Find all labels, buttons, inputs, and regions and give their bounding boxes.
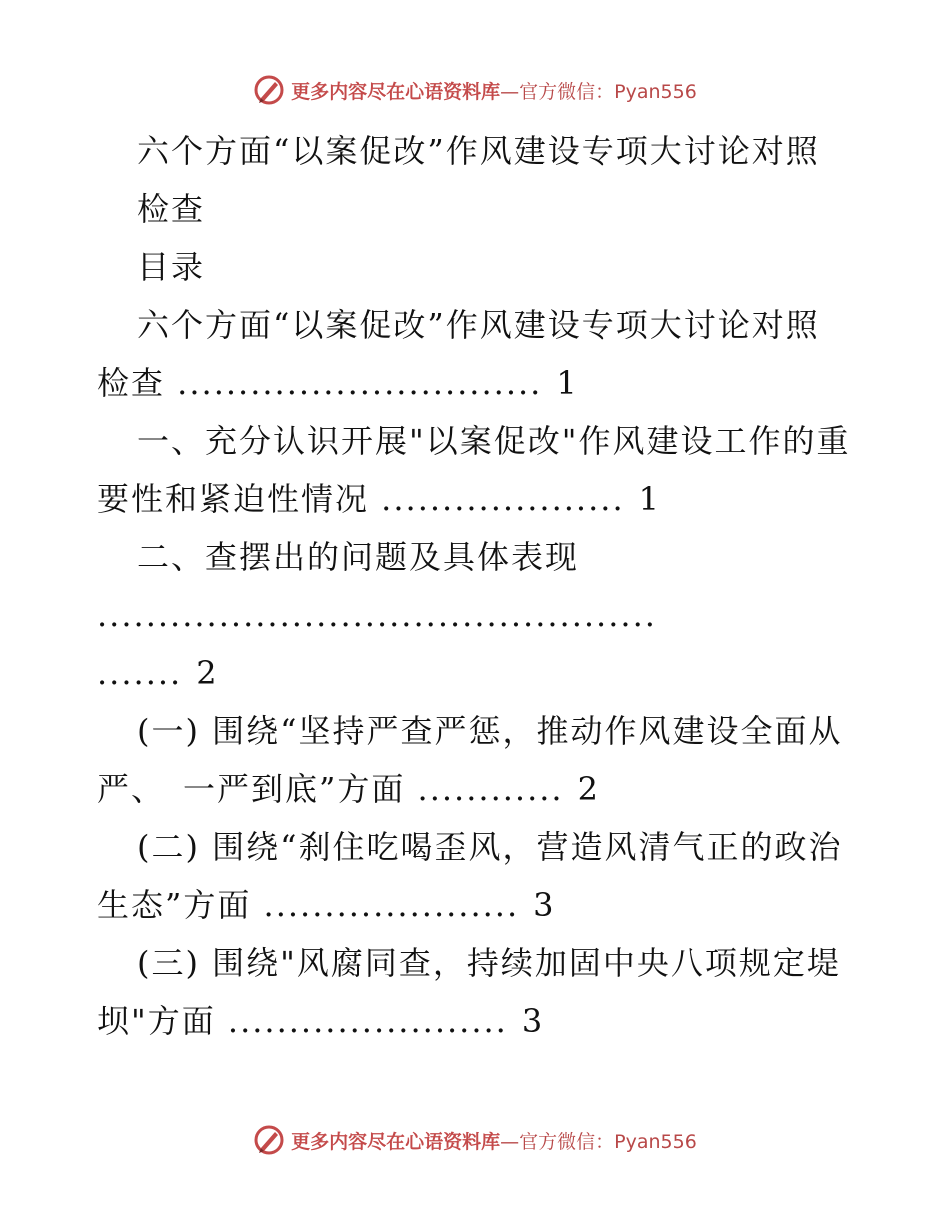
header-banner [0, 70, 950, 110]
banner-text [291, 77, 697, 104]
toc-entry-leader: 生态”方面 ..................... [97, 886, 520, 924]
banner-wechat: —官方微信：Pyan556 [500, 1130, 697, 1153]
toc-page-number: 3 [521, 1002, 545, 1040]
toc-entry-line: (三) 围绕"风腐同查，持续加固中央八项规定堤 [137, 944, 841, 982]
banner-site-name: 更多内容尽在心语资料库 [291, 80, 501, 103]
toc-entry-line [97, 470, 857, 528]
toc-entry-line: 一、充分认识开展"以案促改"作风建设工作的重 [137, 422, 851, 460]
doc-title-line2: 检查 [137, 190, 206, 228]
toc-entry-leader: ....... [97, 654, 183, 692]
toc-entry-leader: .............................................. [97, 596, 657, 634]
banner-text [291, 1127, 697, 1154]
toc-entry-line: 六个方面“以案促改”作风建设专项大讨论对照 [137, 306, 820, 344]
toc-page-number: 2 [196, 654, 219, 692]
footer-banner [0, 1120, 950, 1160]
pen-logo-icon [253, 74, 285, 106]
toc-page-number: 3 [533, 886, 556, 924]
toc-entry-line: 二、查摆出的问题及具体表现 [137, 538, 580, 576]
pen-logo-icon [253, 1124, 285, 1156]
doc-title-line1: 六个方面“以案促改”作风建设专项大讨论对照 [137, 132, 820, 170]
toc-entry-leader: 检查 .............................. [97, 364, 543, 402]
banner-wechat: —官方微信：Pyan556 [500, 80, 697, 103]
document-body [97, 122, 857, 1050]
toc-heading: 目录 [137, 248, 206, 286]
toc-entry-line [97, 644, 857, 702]
toc-entry-line: (一) 围绕“坚持严查严惩，推动作风建设全面从 [137, 712, 843, 750]
toc-page-number: 1 [638, 480, 661, 518]
toc-entry-leader: 坝"方面 ....................... [97, 1002, 508, 1040]
banner-site-name: 更多内容尽在心语资料库 [291, 1130, 501, 1153]
toc-entry-line [97, 354, 857, 412]
toc-entry-leader: 严、 一严到底”方面 ............ [97, 770, 564, 808]
toc-page-number: 2 [577, 770, 600, 808]
toc-page-number: 1 [556, 364, 579, 402]
toc-entry-line: (二) 围绕“刹住吃喝歪风，营造风清气正的政治 [137, 828, 843, 866]
toc-entry-line [97, 992, 857, 1050]
toc-entry-leader: 要性和紧迫性情况 .................... [97, 480, 625, 518]
toc-entry-line [97, 760, 857, 818]
toc-entry-line [97, 876, 857, 934]
